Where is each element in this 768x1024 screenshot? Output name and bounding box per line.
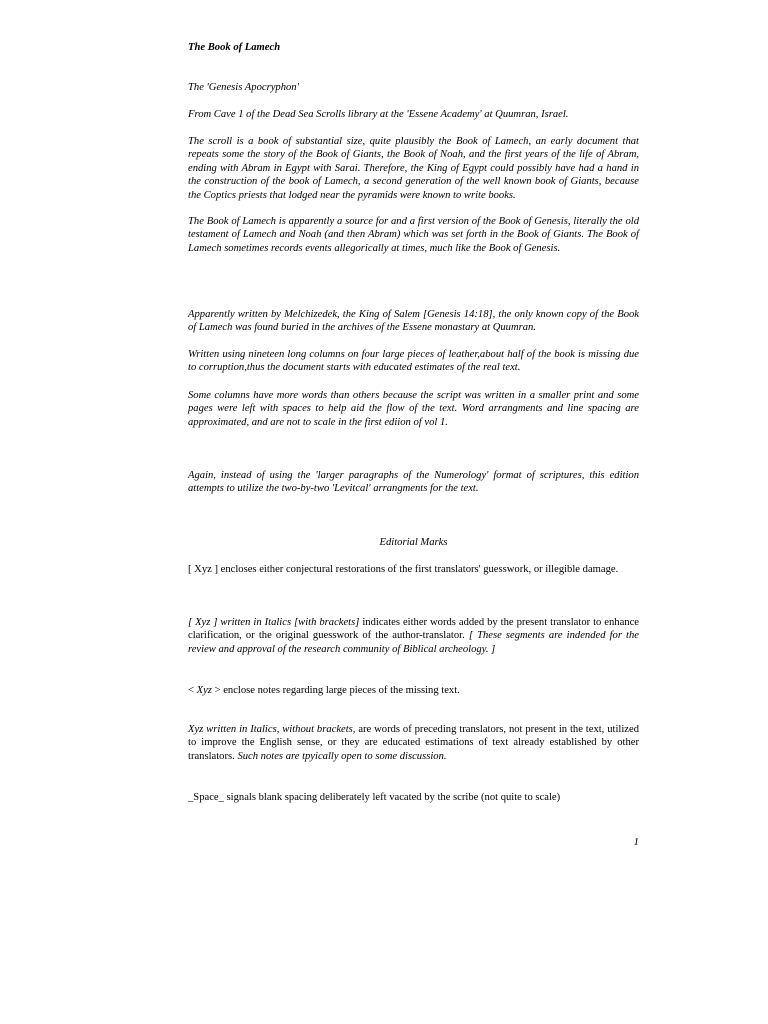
paragraph-genesis-source: The Book of Lamech is apparently a source for and a first version of the Book of Genesis, literally the old testament of Lamech and Noah (and then Abram) which was set forth in the Book of Giants. The Book of Lamech sometimes records events allegorically at times, much like the Book of Genesis. xyxy=(188,216,639,254)
mark-bracket-open: < xyxy=(188,685,197,696)
mark-blank-space xyxy=(188,791,639,804)
page-number: 1 xyxy=(633,836,639,848)
mark-symbol: Xyz xyxy=(196,685,212,696)
mark-note: [ These segments are indended for the review and approval of the research community of Biblical archeology. ] xyxy=(188,630,639,655)
mark-description: indicates either words added by the present translator to enhance clarification, or the original guesswork of the author-translator. xyxy=(188,617,639,642)
mark-symbol: _Space_ xyxy=(188,792,224,803)
editorial-marks-heading: Editorial Marks xyxy=(379,537,448,548)
document-subtitle: The 'Genesis Apocryphon' xyxy=(188,82,299,93)
mark-preceding-translators xyxy=(188,723,639,763)
mark-description: > enclose notes regarding large pieces of the missing text. xyxy=(211,685,460,696)
paragraph-columns: Written using nineteen long columns on four large pieces of leather,about half of the book is missing due to corruption,thus the document starts with educated estimates of the real text. xyxy=(188,349,639,374)
mark-description: encloses either conjectural restorations of the first translators' guesswork, or illegible damage. xyxy=(218,564,619,575)
mark-translator-added xyxy=(188,616,639,656)
paragraph-scroll-description: The scroll is a book of substantial size, quite plausibly the Book of Lamech, an early document that repeats some the story of the Book of Giants, the Book of Noah, and the first years of the life of Abram, ending with Abram in Egypt with Sarai. Therefore, the King of Egypt could possibly have had a hand in the construction of the book of Lamech, a second generation of the well known book of Giants, because the Coptics priests that lodged near the pyramids were known to write books. xyxy=(188,136,639,201)
paragraph-authorship: Apparently written by Melchizedek, the King of Salem [Genesis 14:18], the only known copy of the Book of Lamech was found buried in the archives of the Essene monastary at Quumran. xyxy=(188,309,639,334)
paragraph-format: Again, instead of using the 'larger paragraphs of the Numerology' format of scriptures, this edition attempts to utilize the two-by-two 'Levitcal' arrangments for the text. xyxy=(188,470,639,495)
mark-description: signals blank spacing deliberately left vacated by the scribe (not quite to scale) xyxy=(223,792,561,803)
paragraph-print-spacing: Some columns have more words than others because the script was written in a smaller print and some pages were left with spaces to help aid the flow of the text. Word arrangments and line spacing are approximated, and are not to scale in the first ediion of vol 1. xyxy=(188,390,639,428)
mark-note: Such notes are tpyically open to some discussion. xyxy=(237,750,447,762)
mark-symbol: Xyz written in Italics, without brackets, xyxy=(188,724,356,735)
mark-conjectural xyxy=(188,563,639,576)
mark-missing-text xyxy=(188,684,639,697)
document-title: The Book of Lamech xyxy=(188,42,281,53)
source-line: From Cave 1 of the Dead Sea Scrolls library at the 'Essene Academy' at Quumran, Israel. xyxy=(188,109,569,120)
mark-symbol: [ Xyz ] xyxy=(188,564,219,575)
mark-symbol: [ Xyz ] written in Italics [with brackets] xyxy=(188,617,360,628)
mark-description: are words of preceding translators, not present in the text, utilized to improve the English sense, or they are educated estimations of text already established by other translators. xyxy=(188,724,639,762)
